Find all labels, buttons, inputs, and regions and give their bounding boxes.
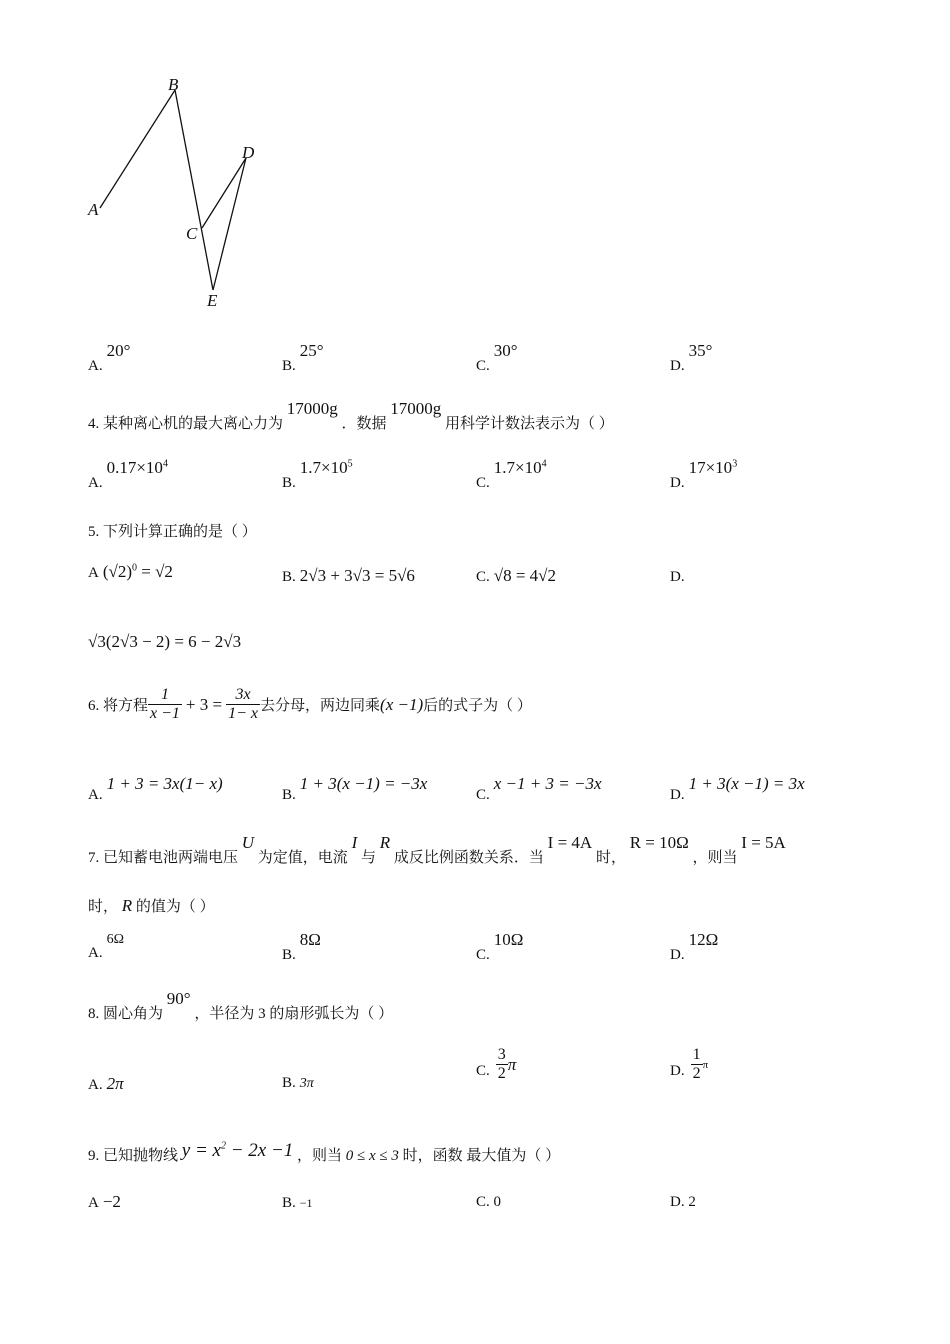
option-letter: C. bbox=[476, 1194, 490, 1210]
q5-option-c[interactable] bbox=[476, 566, 556, 586]
option-expr-rest: = √2 bbox=[137, 562, 173, 581]
stem-text: 去分母，两边同乘 bbox=[260, 698, 381, 715]
q5-option-b[interactable] bbox=[282, 566, 415, 586]
stem-text: 用科学计数法表示为（ ） bbox=[445, 416, 614, 432]
q8-stem bbox=[88, 988, 394, 1022]
option-letter: D. bbox=[670, 358, 685, 374]
resistance-symbol: R bbox=[121, 896, 133, 915]
option-value: 25° bbox=[299, 341, 324, 360]
q5-option-d-expr: √3(2√3 − 2) = 6 − 2√3 bbox=[88, 632, 242, 651]
point-label-a: A bbox=[88, 200, 99, 219]
q7-option-a[interactable] bbox=[88, 930, 124, 961]
q5-option-a[interactable] bbox=[88, 562, 173, 582]
option-value: 10Ω bbox=[493, 930, 524, 949]
q4-option-a[interactable] bbox=[88, 458, 168, 491]
segment-de bbox=[213, 158, 246, 290]
option-expr-exponent: 0 bbox=[132, 562, 137, 574]
option-exponent: 4 bbox=[541, 458, 547, 470]
option-value: 12Ω bbox=[688, 930, 719, 949]
option-letter: A. bbox=[88, 945, 103, 961]
option-expr: 2π bbox=[106, 1074, 124, 1093]
option-value: 30° bbox=[493, 341, 518, 360]
q9-option-c[interactable] bbox=[476, 1194, 501, 1211]
point-label-e: E bbox=[207, 291, 218, 310]
resistance-symbol: R bbox=[379, 833, 391, 852]
segment-be bbox=[175, 90, 213, 290]
fraction-2: $\frac{3x}{1- x}$ bbox=[228, 686, 259, 723]
stem-text: 的值为（ ） bbox=[135, 899, 215, 915]
q8-option-d[interactable] bbox=[670, 1046, 708, 1084]
stem-text: 4. 某种离心机的最大离心力为 bbox=[88, 416, 284, 432]
fraction-1: $\frac{1}{x -1}$ bbox=[150, 686, 180, 723]
option-letter: D. bbox=[670, 787, 685, 803]
q3-option-d[interactable] bbox=[670, 341, 713, 374]
q6-option-a[interactable] bbox=[88, 774, 223, 803]
option-exponent: 4 bbox=[162, 458, 168, 470]
stem-text: 时， bbox=[595, 850, 626, 866]
q6-stem bbox=[88, 686, 532, 724]
q8-option-c[interactable] bbox=[476, 1046, 516, 1084]
option-expr: 2√3 + 3√3 = 5√6 bbox=[299, 566, 415, 585]
condition-current-4a: I = 4A bbox=[547, 833, 593, 852]
condition-resistance: R = 10Ω bbox=[629, 833, 689, 852]
option-letter: D. bbox=[670, 1062, 685, 1079]
q7-stem bbox=[88, 832, 786, 866]
stem-text: 成反比例函数关系．当 bbox=[393, 850, 544, 866]
option-letter: B. bbox=[282, 947, 296, 963]
q6-option-d[interactable] bbox=[670, 774, 805, 803]
pi-symbol: π bbox=[507, 1054, 517, 1074]
geometry-figure bbox=[80, 70, 280, 315]
option-mantissa: 17×10 bbox=[688, 458, 733, 477]
equation-exponent: 2 bbox=[220, 1140, 226, 1152]
q6-option-c[interactable] bbox=[476, 774, 602, 803]
q7-option-d[interactable] bbox=[670, 930, 719, 963]
option-letter: B. bbox=[282, 1195, 296, 1211]
q6-option-b[interactable] bbox=[282, 774, 428, 803]
stem-text: 后的式子为（ ） bbox=[423, 698, 532, 715]
stem-text: 8. 圆心角为 bbox=[88, 1006, 164, 1022]
q9-option-a[interactable] bbox=[88, 1192, 121, 1212]
voltage-symbol: U bbox=[241, 833, 255, 852]
option-expr: 3π bbox=[299, 1076, 314, 1091]
option-letter: B. bbox=[282, 1075, 296, 1091]
stem-text: ，半径为 3 的扇形弧长为（ ） bbox=[194, 1006, 394, 1022]
option-letter: B. bbox=[282, 787, 296, 803]
option-letter: D. bbox=[670, 947, 685, 963]
option-mantissa: 1.7×10 bbox=[299, 458, 348, 477]
stem-text: 时， bbox=[88, 899, 119, 915]
q9-stem bbox=[88, 1140, 560, 1162]
option-letter: A. bbox=[88, 475, 103, 491]
stem-text: 6. 将方程 bbox=[88, 698, 149, 715]
q7-option-b[interactable] bbox=[282, 930, 321, 963]
value-17000g: 17000g bbox=[390, 399, 442, 418]
option-exponent: 5 bbox=[347, 458, 353, 470]
stem-text: 7. 已知蓄电池两端电压 bbox=[88, 850, 239, 866]
option-letter: C. bbox=[476, 569, 490, 585]
q3-option-c[interactable] bbox=[476, 341, 518, 374]
segment-ab bbox=[100, 90, 175, 208]
option-letter: A. bbox=[88, 1077, 103, 1093]
option-letter: C. bbox=[476, 787, 490, 803]
option-expr-base: (√2) bbox=[102, 562, 132, 581]
option-letter: A bbox=[88, 1195, 99, 1211]
q7-stem-line2 bbox=[88, 895, 215, 916]
option-letter: B. bbox=[282, 358, 296, 374]
q4-option-c[interactable] bbox=[476, 458, 547, 491]
current-symbol: I bbox=[351, 833, 358, 852]
option-letter: D. bbox=[670, 569, 685, 585]
option-letter: A. bbox=[88, 787, 103, 803]
q9-option-d[interactable] bbox=[670, 1194, 696, 1211]
segment-cd bbox=[202, 158, 246, 228]
stem-text: 与 bbox=[360, 850, 376, 866]
point-label-b: B bbox=[168, 75, 179, 94]
point-label-d: D bbox=[242, 143, 255, 162]
q5-stem: 5. 下列计算正确的是（ ） bbox=[88, 524, 257, 540]
option-letter: C. bbox=[476, 947, 490, 963]
option-value: 2 bbox=[688, 1194, 696, 1210]
equation-rest: − 2x −1 bbox=[225, 1140, 294, 1161]
value-17000g: 17000g bbox=[286, 399, 338, 418]
option-letter: B. bbox=[282, 475, 296, 491]
q9-option-b[interactable] bbox=[282, 1194, 313, 1212]
pi-symbol: π bbox=[702, 1058, 709, 1071]
option-expr: 1 + 3 = 3x(1− x) bbox=[106, 774, 223, 793]
option-letter: A bbox=[88, 565, 99, 581]
option-letter: D. bbox=[670, 1194, 685, 1210]
option-exponent: 3 bbox=[732, 458, 738, 470]
option-letter: C. bbox=[476, 1062, 490, 1079]
stem-text: ，则当 bbox=[692, 850, 738, 866]
q7-option-c[interactable] bbox=[476, 930, 524, 963]
option-value: −1 bbox=[299, 1196, 313, 1210]
factor: (x −1) bbox=[380, 694, 424, 714]
option-value: 35° bbox=[688, 341, 713, 360]
stem-text: ，则当 bbox=[297, 1148, 343, 1164]
option-value: 8Ω bbox=[299, 930, 321, 949]
option-value: −2 bbox=[102, 1192, 121, 1211]
option-expr: x −1 + 3 = −3x bbox=[493, 774, 602, 793]
q8-option-b[interactable] bbox=[282, 1074, 314, 1092]
option-expr: 1 + 3(x −1) = 3x bbox=[688, 774, 805, 793]
q3-option-b[interactable] bbox=[282, 341, 324, 374]
option-letter: A. bbox=[88, 358, 103, 374]
stem-text: 9. 已知抛物线 bbox=[88, 1148, 179, 1164]
equation-base: y = x bbox=[181, 1140, 221, 1161]
option-letter: C. bbox=[476, 475, 490, 491]
option-value: 0 bbox=[493, 1194, 502, 1210]
option-expr: 1 + 3(x −1) = −3x bbox=[299, 774, 428, 793]
option-value: 20° bbox=[106, 341, 131, 360]
option-letter: B. bbox=[282, 569, 296, 585]
option-fraction: $\frac{1}{2}$ bbox=[692, 1046, 701, 1083]
stem-text: 为定值，电流 bbox=[257, 850, 348, 866]
point-label-c: C bbox=[186, 224, 198, 243]
option-letter: C. bbox=[476, 358, 490, 374]
stem-text: ．数据 bbox=[341, 416, 387, 432]
domain-range: 0 ≤ x ≤ 3 bbox=[345, 1148, 399, 1164]
q3-option-a[interactable] bbox=[88, 341, 131, 374]
option-letter: D. bbox=[670, 475, 685, 491]
option-mantissa: 1.7×10 bbox=[493, 458, 542, 477]
q4-option-d[interactable] bbox=[670, 458, 738, 491]
option-expr: √8 = 4√2 bbox=[493, 566, 557, 585]
option-mantissa: 0.17×10 bbox=[106, 458, 163, 477]
plus-three: + 3 = bbox=[185, 694, 223, 714]
q4-option-b[interactable] bbox=[282, 458, 353, 491]
q5-option-d[interactable] bbox=[670, 568, 685, 586]
angle-value: 90° bbox=[166, 989, 191, 1008]
condition-current-5a: I = 5A bbox=[741, 833, 786, 852]
option-value: 6Ω bbox=[106, 932, 124, 947]
q8-option-a[interactable] bbox=[88, 1074, 124, 1094]
stem-text: 时，函数 最大值为（ ） bbox=[402, 1148, 561, 1164]
option-fraction: $\frac{3}{2}$ bbox=[497, 1046, 506, 1083]
q4-stem bbox=[88, 398, 614, 432]
